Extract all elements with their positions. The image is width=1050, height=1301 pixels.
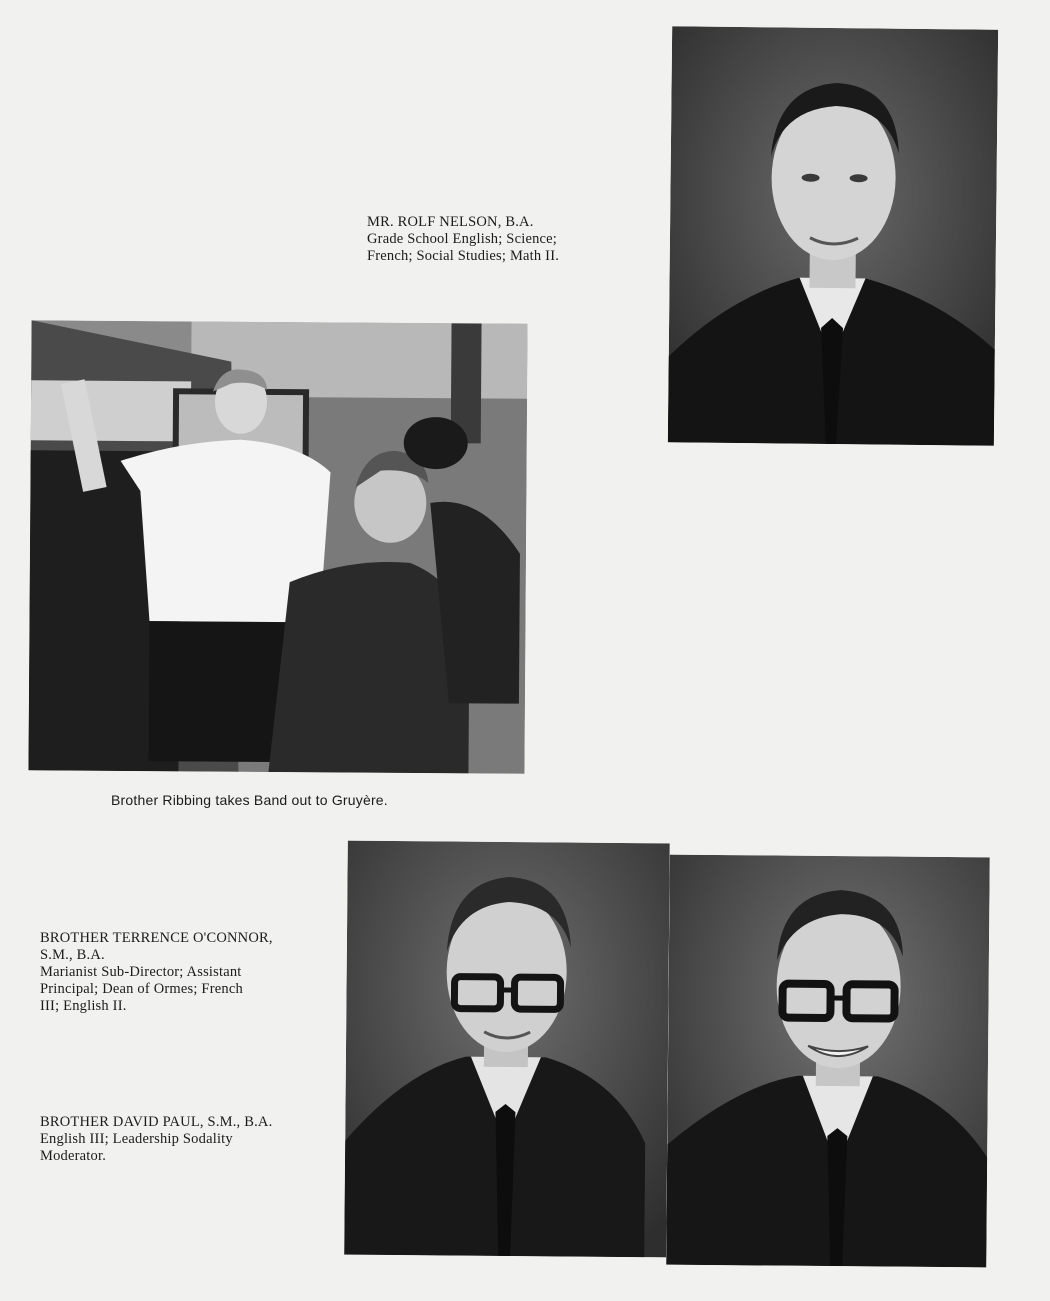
teacher-name: BROTHER DAVID PAUL, S.M., B.A. [40,1114,273,1130]
duties-line: Principal; Dean of Ormes; French [40,981,243,997]
duties-line: Moderator. [40,1148,107,1164]
duties-line: III; English II. [40,998,127,1014]
caption-rolf-nelson [367,214,559,265]
group-photo-band-trip [28,320,527,773]
subjects-line: French; Social Studies; Math II. [367,248,560,264]
photo-caption: Brother Ribbing takes Band out to Gruyère. [111,792,388,808]
caption-terrence-oconnor [40,930,273,1015]
caption-group-photo [111,792,388,809]
duties-line: English III; Leadership Sodality [40,1131,233,1147]
portrait-terrence-oconnor [344,841,670,1258]
duties-line: Marianist Sub-Director; Assistant [40,964,242,980]
subjects-line: Grade School English; Science; [367,231,558,247]
caption-david-paul [40,1114,272,1165]
portrait-david-paul [666,855,990,1268]
portrait-rolf-nelson [668,26,998,445]
teacher-name: BROTHER TERRENCE O'CONNOR, [40,930,273,946]
degree-line: S.M., B.A. [40,947,105,963]
teacher-name: MR. ROLF NELSON, B.A. [367,214,534,230]
